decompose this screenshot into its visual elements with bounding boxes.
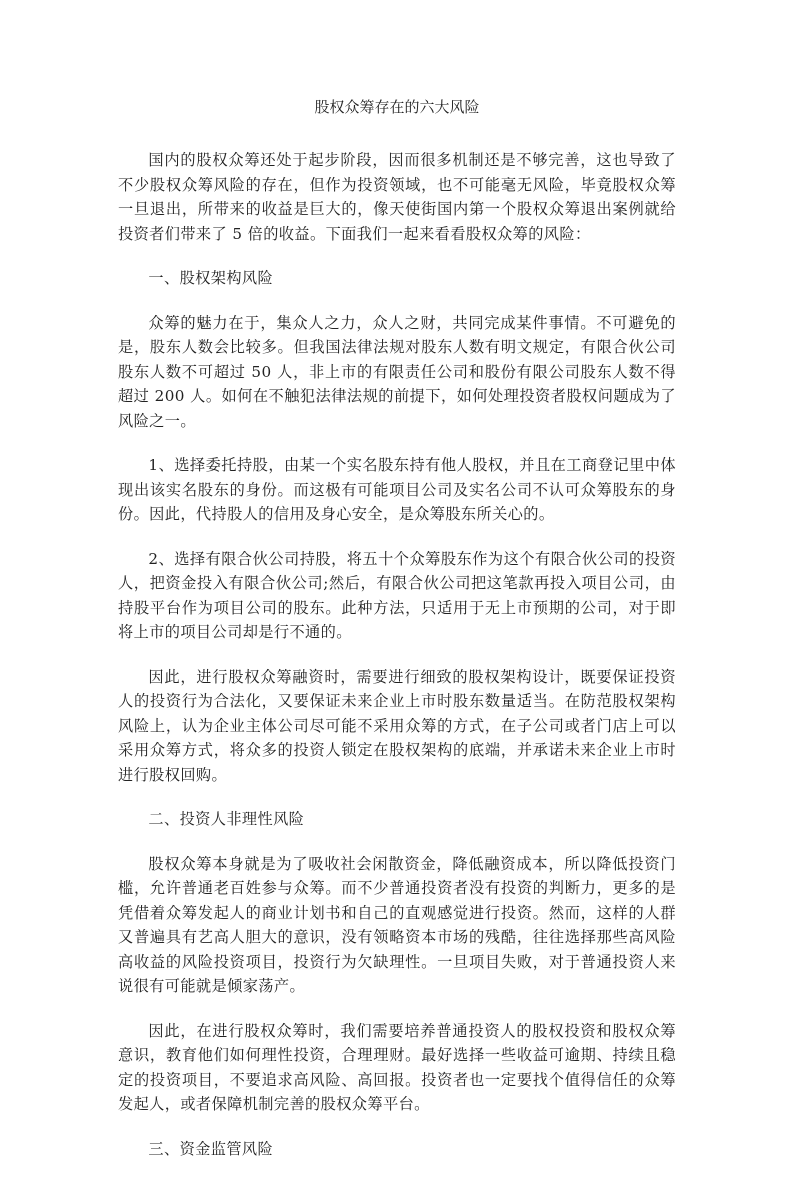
paragraph: 股权众筹本身就是为了吸收社会闲散资金，降低融资成本，所以降低投资门槛，允许普通老百姓参与众筹。而不少普通投资者没有投资的判断力，更多的是凭借着众筹发起人的商业计划书和自己的直观感觉进行投资。然而，这样的人群又普遍具有艺高人胆大的意识，没有领略资本市场的残酷，往往选择那些高风险高收益的风险投资项目，投资行为欠缺理性。一旦项目失败，对于普通投资人来说很有可能就是倾家荡产。 <box>118 854 676 995</box>
document-title: 股权众筹存在的六大风险 <box>314 98 480 116</box>
section-heading-2: 二、投资人非理性风险 <box>148 810 305 828</box>
intro-paragraph: 国内的股权众筹还处于起步阶段，因而很多机制还是不够完善，这也导致了不少股权众筹风险的存在，但作为投资领域，也不可能毫无风险，毕竟股权众筹一旦退出，所带来的收益是巨大的，像天使街国内第一个股权众筹退出案例就给投资者们带来了 5 倍的收益。下面我们一起来看看股权众筹的风险： <box>118 151 676 243</box>
paragraph: 众筹的魅力在于，集众人之力，众人之财，共同完成某件事情。不可避免的是，股东人数会比较多。但我国法律法规对股东人数有明文规定，有限合伙公司股东人数不可超过 50 人，非上市的有限责任公司和股份有限公司股东人数不得超过 200 人。如何在不触犯法律法规的前提下，如何处理投资者股权问题成为了风险之一。 <box>118 313 676 430</box>
section-heading-3: 三、资金监管风险 <box>148 1139 274 1158</box>
paragraph: 因此，在进行股权众筹时，我们需要培养普通投资人的股权投资和股权众筹意识，教育他们如何理性投资，合理理财。最好选择一些收益可逾期、持续且稳定的投资项目，不要追求高风险、高回报。投资者也一定要找个值得信任的众筹发起人，或者保障机制完善的股权众筹平台。 <box>118 1021 676 1113</box>
paragraph: 因此，进行股权众筹融资时，需要进行细致的股权架构设计，既要保证投资人的投资行为合法化，又要保证未来企业上市时股东数量适当。在防范股权架构风险上，认为企业主体公司尽可能不采用众筹的方式，在子公司或者门店上可以采用众筹方式，将众多的投资人锁定在股权架构的底端，并承诺未来企业上市时进行股权回购。 <box>118 667 676 784</box>
section-heading-1: 一、股权架构风险 <box>148 269 274 287</box>
document-page <box>118 96 676 1181</box>
paragraph: 1、选择委托持股，由某一个实名股东持有他人股权，并且在工商登记里中体现出该实名股东的身份。而这极有可能项目公司及实名公司不认可众筹股东的身份。因此，代持股人的信用及身心安全，是众筹股东所关心的。 <box>118 456 676 523</box>
paragraph: 2、选择有限合伙公司持股，将五十个众筹股东作为这个有限合伙公司的投资人，把资金投入有限合伙公司;然后，有限合伙公司把这笔款再投入项目公司，由持股平台作为项目公司的股东。此种方法，只适用于无上市预期的公司，对于即将上市的项目公司却是行不通的。 <box>118 549 676 641</box>
